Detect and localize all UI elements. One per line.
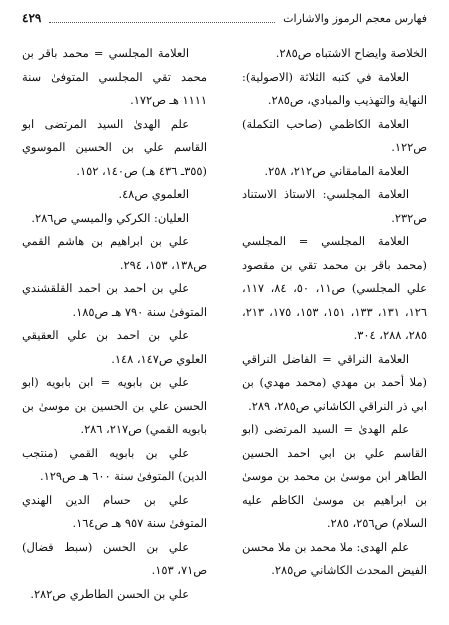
index-entry: العلامة المجلسي = محمد باقر بن محمد تقي المجلسي المتوفىٰ سنة ١١١١ هـ ص١٧٢. (22, 46, 207, 107)
index-entry: العلامة المجلسي = المجلسي (محمد باقر بن محمد تقي بن مقصود علي المجلسي) ص١١، ٥٠، ٨٤، ١١٧، ١٢٦، ١٣١، ١٣٣، ١٥١، ١٥٣، ١٧٥، ٢١٣، ٢٨٥، ٢٨٨، ٣٠٤. (242, 234, 427, 342)
right-column (242, 42, 427, 583)
index-entry: علم الهدىٰ = السيد المرتضى (ابو القاسم علي بن ابي احمد الحسين الطاهر ابن موسىٰ بن محمد بن موسىٰ بن ابراهيم بن موسىٰ الكاظم عليه السلام) ص٢٥٦، ٢٨٥. (242, 422, 427, 530)
index-entry: علي بن الحسن الطاطري ص٢٨٢. (30, 586, 189, 601)
index-entry: العلامة المامقاني ص٢١٢، ٢٥٨. (264, 163, 409, 178)
index-entry: العلامة في كتبه الثلاثة (الاصولية): النهاية والتهذيب والمبادي، ص٢٨٥. (242, 69, 427, 107)
page-number: ٤٢٩ (22, 11, 42, 25)
running-title: فهارس معجم الرموز والاشارات (283, 11, 427, 25)
index-entry: علي بن احمد بن احمد القلقشندي المتوفىٰ سنة ٧٩٠ هـ ص١٨٥. (22, 281, 207, 319)
index-entry: علي بن بابويه القمي (منتجب الدين) المتوفىٰ سنة ٦٠٠ هـ ص١٢٩. (22, 445, 207, 483)
left-column (22, 42, 207, 606)
index-entry: علي بن احمد بن علي العقيقي العلوي ص١٤٧، ١٤٨. (22, 328, 207, 366)
index-entry: علم الهدىٰ السيد المرتضى ابو القاسم علي بن الحسين الموسوي (٣٥٥ـ ٤٣٦ هـ) ص١٤٠، ١٥٢. (22, 116, 207, 178)
index-entry: علي بن الحسن (سبط فضال) ص٧١، ١٥٣. (22, 539, 207, 577)
page-header (22, 8, 427, 28)
index-entry: علي بن بابويه = ابن بابويه (ابو الحسن علي بن الحسين بن موسىٰ بن بابويه القمي) ص٢١٧، ٢٨٦. (22, 375, 207, 436)
index-entry: علي بن حسام الدين الهندي المتوفىٰ سنة ٩٥٧ هـ ص١٦٤. (22, 492, 207, 530)
leader-dots (49, 14, 275, 23)
index-entry: علم الهدى: ملا محمد بن ملا محسن الفيض المحدث الكاشاني ص٢٨٥. (242, 539, 427, 577)
index-entry: العليان: الكركي والميسي ص٢٨٦. (31, 210, 189, 225)
index-entry: الخلاصة وايضاح الاشتباه ص٢٨٥. (275, 46, 427, 60)
index-entry: العلموي ص٤٨. (118, 187, 189, 201)
index-entry: علي بن ابراهيم بن هاشم القمي ص١٣٨، ١٥٣، ٢٩٤. (22, 234, 207, 272)
index-entry: العلامة النراقي = الفاضل النراقي (ملا أحمد بن مهدي (محمد مهدي) بن ابي ذر النراقي الكاشاني ص٢٨٥، ٢٨٩. (242, 351, 427, 413)
index-entry: العلامة المجلسي: الاستاذ الاستناد ص٢٣٢. (242, 187, 427, 225)
index-entry: العلامة الكاظمي (صاحب التكملة) ص١٢٢. (242, 116, 427, 154)
